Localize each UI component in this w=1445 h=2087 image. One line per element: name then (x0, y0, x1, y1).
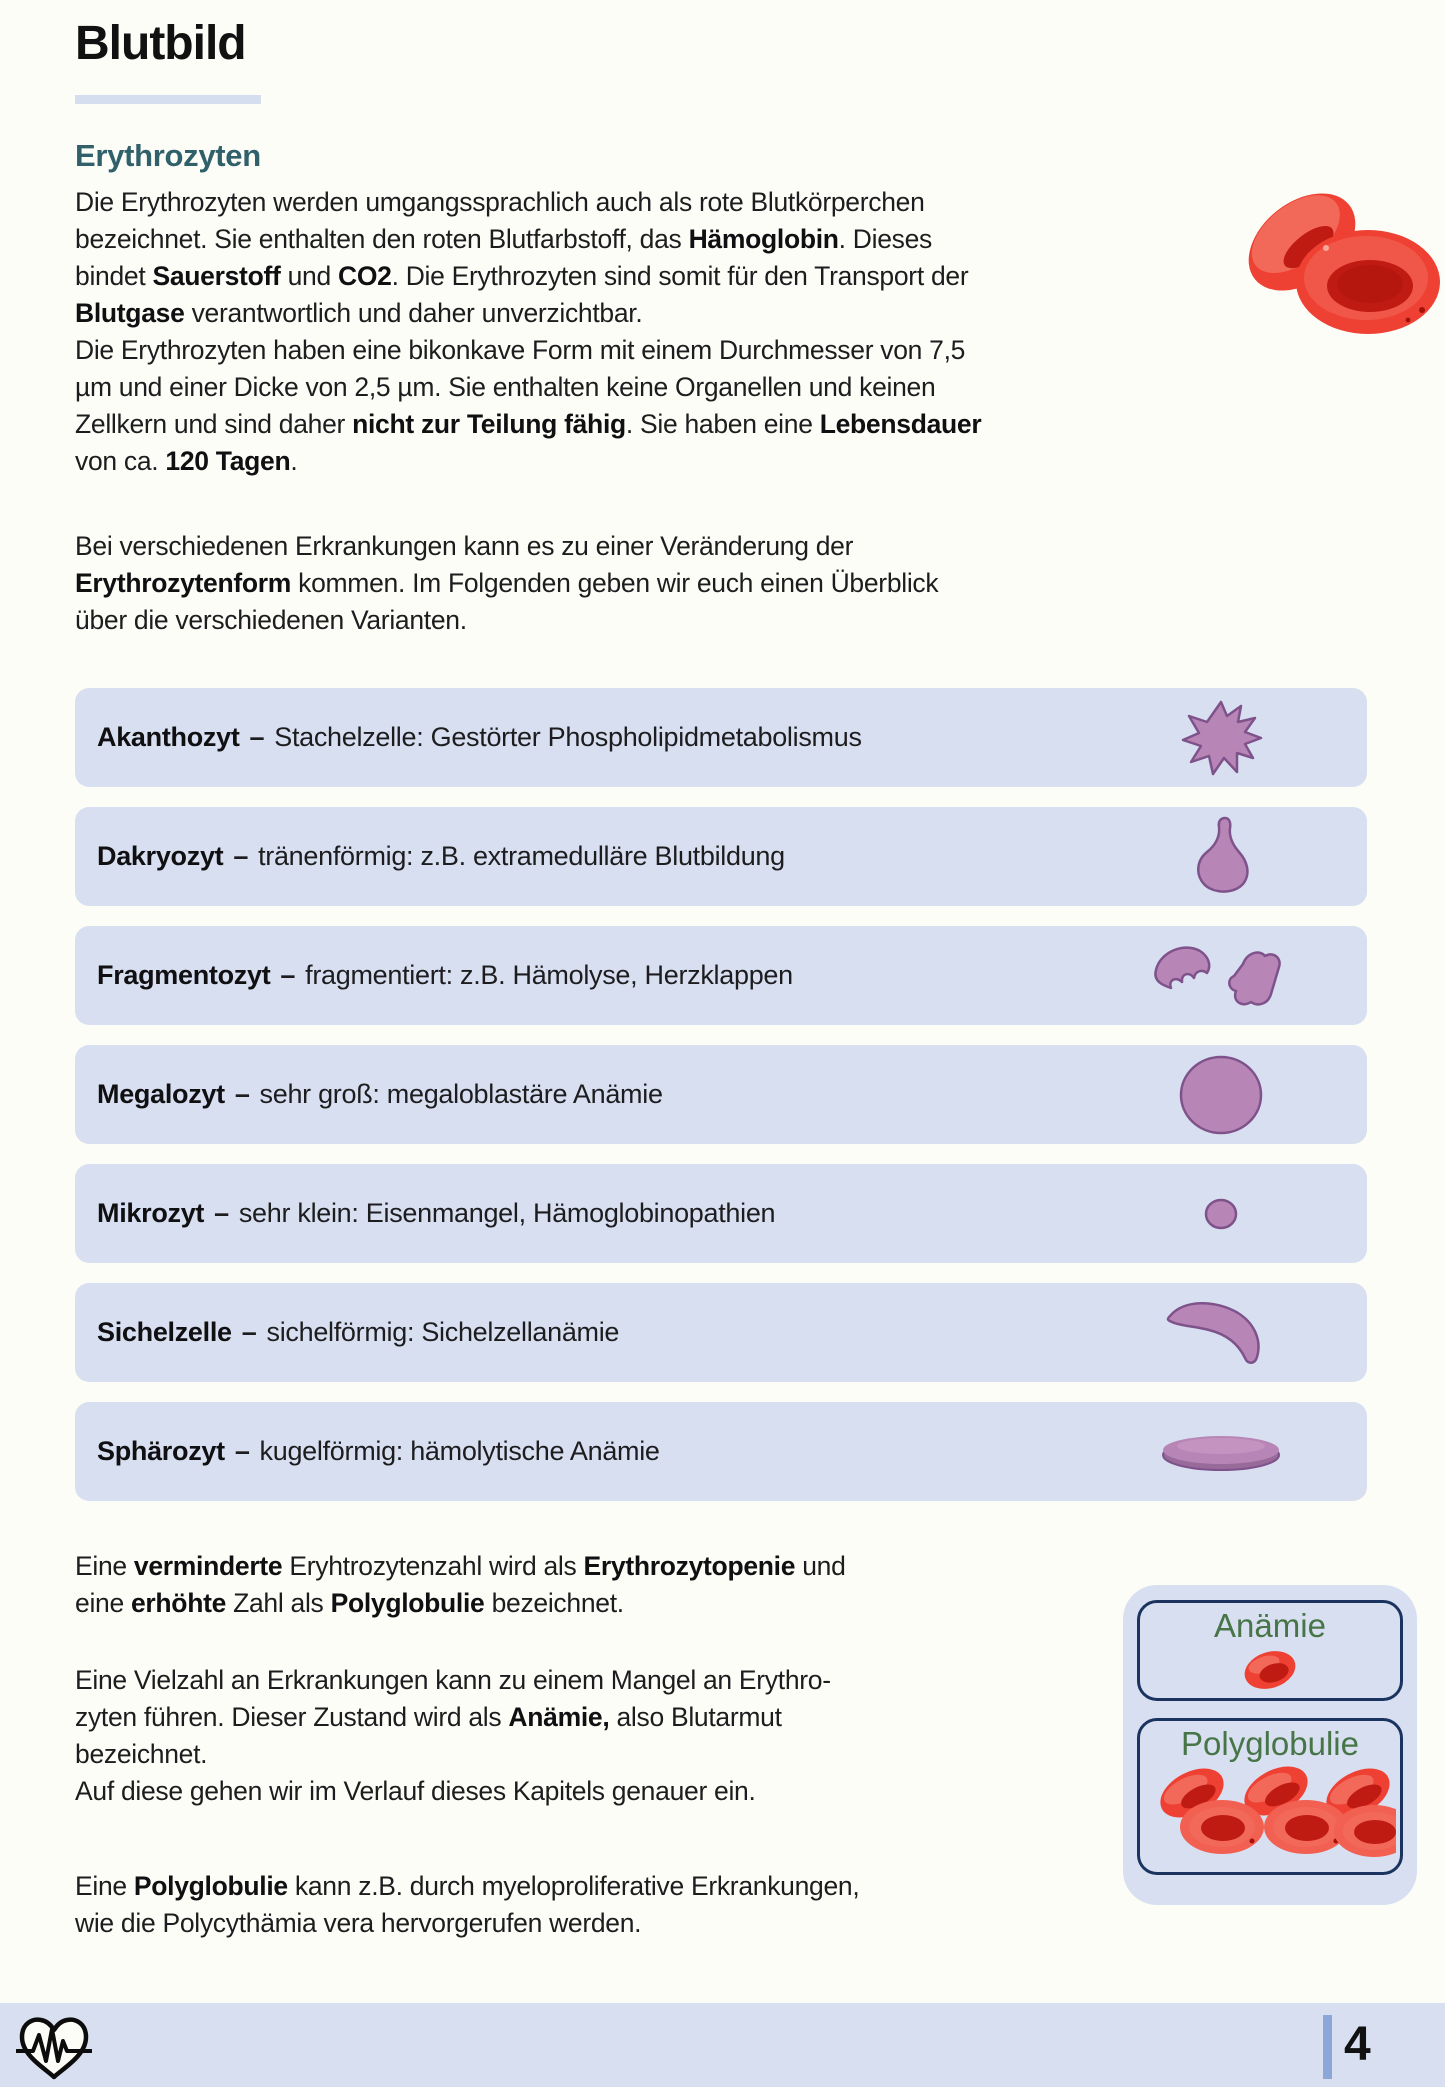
polyglobulie-label: Polyglobulie (1181, 1725, 1359, 1762)
footer (0, 2003, 1445, 2087)
variant-separator: – (214, 1198, 229, 1228)
many-red-cells-icon (1144, 1763, 1396, 1859)
variant-name: Dakryozyt (97, 841, 224, 871)
variant-row-megalozyt (75, 1045, 1367, 1144)
variant-name: Sichelzelle (97, 1317, 232, 1347)
variant-row-fragmentozyt (75, 926, 1367, 1025)
variant-row-sphaerozyt (75, 1402, 1367, 1501)
polyglobulie-box (1137, 1718, 1403, 1875)
paragraph-polyglobulie: Eine Polyglobulie kann z.B. durch myeloproliferative Erkrankungen, wie die Polycythämia vera hervorgerufen werden. (75, 1871, 860, 1938)
variant-name: Akanthozyt (97, 722, 240, 752)
megalocyte-cell-icon (1141, 1045, 1301, 1144)
paragraph-counts: Eine verminderte Eryhtrozytenzahl wird als Erythrozytopenie und eine erhöhte Zahl als Polyglobulie bezeichnet. (75, 1551, 846, 1618)
section-heading-erythrozyten: Erythrozyten (75, 138, 261, 173)
variant-separator: – (234, 1436, 250, 1466)
variant-description: sehr klein: Eisenmangel, Hämoglobinopathien (238, 1198, 776, 1228)
paragraph-variants-intro: Bei verschiedenen Erkrankungen kann es zu einer Veränderung der Erythrozytenform kommen. Im Folgenden geben wir euch einen Überblick über die verschiedenen Varianten. (75, 531, 939, 635)
anaemia-label: Anämie (1214, 1607, 1326, 1644)
variant-separator: – (249, 722, 265, 752)
variant-row-sichelzelle (75, 1283, 1367, 1382)
heart-pulse-icon (16, 2013, 92, 2083)
paragraph-anaemia: Eine Vielzahl an Erkrankungen kann zu einem Mangel an Erythro- zyten führen. Dieser Zustand wird als Anämie, also Blutarmut bezeichnet. Auf diese gehen wir im Verlauf dieses Kapitels genauer ein. (75, 1665, 831, 1806)
red-blood-cells-illustration (1230, 180, 1445, 340)
page-title: Blutbild (75, 17, 246, 70)
sickle-cell-icon (1141, 1283, 1301, 1382)
page-number-accent-bar (1323, 2015, 1332, 2079)
spherocyte-cell-icon (1141, 1402, 1301, 1501)
variant-description: kugelförmig: hämolytische Anämie (259, 1436, 660, 1466)
page-number: 4 (1344, 2018, 1371, 2071)
variant-row-mikrozyt (75, 1164, 1367, 1263)
fragmentocyte-cell-icon (1141, 926, 1301, 1025)
variant-name: Fragmentozyt (97, 960, 271, 990)
erythrocyte-variant-list (75, 688, 1367, 1521)
variant-row-dakryozyt (75, 807, 1367, 906)
variant-separator: – (234, 1079, 250, 1109)
variant-name: Megalozyt (97, 1079, 225, 1109)
acanthocyte-cell-icon (1141, 688, 1301, 787)
variant-description: Stachelzelle: Gestörter Phospholipidmetabolismus (274, 722, 862, 752)
variant-separator: – (233, 841, 249, 871)
variant-description: sehr groß: megaloblastäre Anämie (259, 1079, 663, 1109)
variant-row-akanthozyt (75, 688, 1367, 787)
paragraph-intro: Die Erythrozyten werden umgangssprachlich auch als rote Blutkörperchen bezeichnet. Sie enthalten den roten Blutfarbstoff, das Hämoglobin. Dieses bindet Sauerstoff und CO2. Die Erythrozyten sind somit für den Transport der Blutgase verantwortlich und daher unverzichtbar. Die Erythrozyten haben eine bikonkave Form mit einem Durchmesser von 7,5 µm und einer Dicke von 2,5 µm. Sie enthalten keine Organellen und keinen Zellkern und sind daher nicht zur Teilung fähig. Sie haben eine Lebensdauer von ca. 120 Tagen. (75, 187, 982, 476)
variant-name: Sphärozyt (97, 1436, 225, 1466)
variant-name: Mikrozyt (97, 1198, 205, 1228)
anaemia-box (1137, 1600, 1403, 1701)
single-red-cell-icon (1238, 1645, 1302, 1695)
variant-separator: – (241, 1317, 257, 1347)
variant-description: fragmentiert: z.B. Hämolyse, Herzklappen (305, 960, 793, 990)
variant-description: tränenförmig: z.B. extramedulläre Blutbildung (258, 841, 785, 871)
variant-separator: – (280, 960, 296, 990)
anaemia-polyglobulie-card (1123, 1585, 1417, 1905)
variant-description: sichelförmig: Sichelzellanämie (266, 1317, 620, 1347)
dacryocyte-cell-icon (1141, 807, 1301, 906)
title-underline (75, 95, 261, 104)
microcyte-cell-icon (1141, 1164, 1301, 1263)
